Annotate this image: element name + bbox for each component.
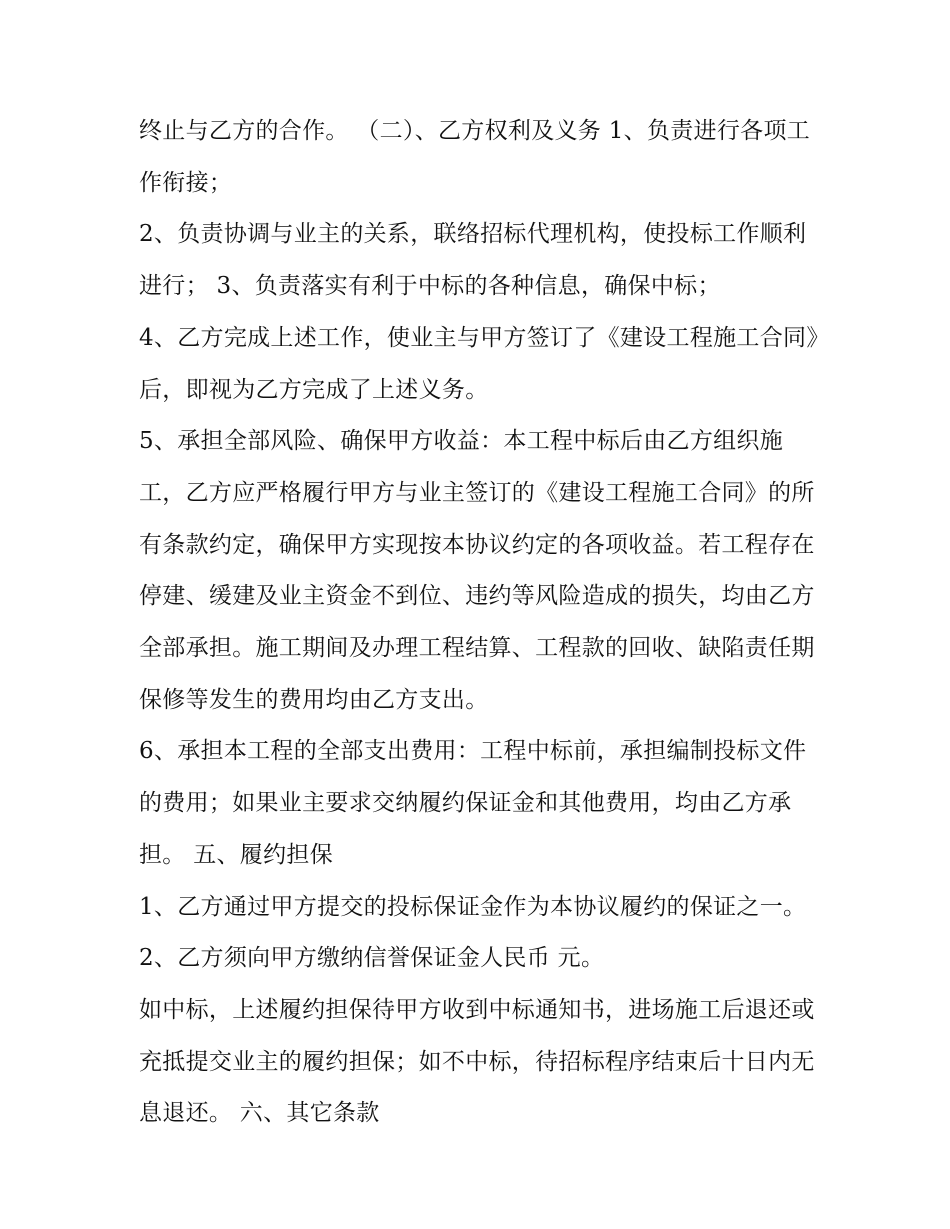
paragraph-termination: 终止与乙方的合作。 （二）、乙方权利及义务 1、负责进行各项工作衔接； [139, 118, 811, 196]
paragraph-guarantee-1-2: 1、乙方通过甲方提交的投标保证金作为本协议履约的保证之一。 2、乙方须向甲方缴纳信誉保证金人民币 元。 [139, 893, 807, 972]
paragraph-duty-6: 6、承担本工程的全部支出费用：工程中标前，承担编制投标文件的费用；如果业主要求交纳履约保证金和其他费用，均由乙方承担。 五、履约担保 [139, 738, 807, 868]
paragraph-duty-2-3: 2、负责协调与业主的关系，联络招标代理机构，使投标工作顺利进行； 3、负责落实有利于中标的各种信息，确保中标； [139, 221, 807, 300]
paragraph-duty-4: 4、乙方完成上述工作，使业主与甲方签订了《建设工程施工合同》后，即视为乙方完成了上述义务。 [139, 324, 819, 403]
paragraph-duty-5: 5、承担全部风险、确保甲方收益：本工程中标后由乙方组织施工，乙方应严格履行甲方与业主签订的《建设工程施工合同》的所有条款约定，确保甲方实现按本协议约定的各项收益。若工程存在停建、缓建及业主资金不到位、违约等风险造成的损失，均由乙方全部承担。施工期间及办理工程结算、工程款的回收、缺陷责任期保修等发生的费用均由乙方支出。 [139, 428, 815, 713]
paragraph-guarantee-refund: 如中标，上述履约担保待甲方收到中标通知书，进场施工后退还或充抵提交业主的履约担保；如不中标，待招标程序结束后十日内无息退还。 六、其它条款 [139, 996, 815, 1127]
document-body [139, 106, 819, 1140]
